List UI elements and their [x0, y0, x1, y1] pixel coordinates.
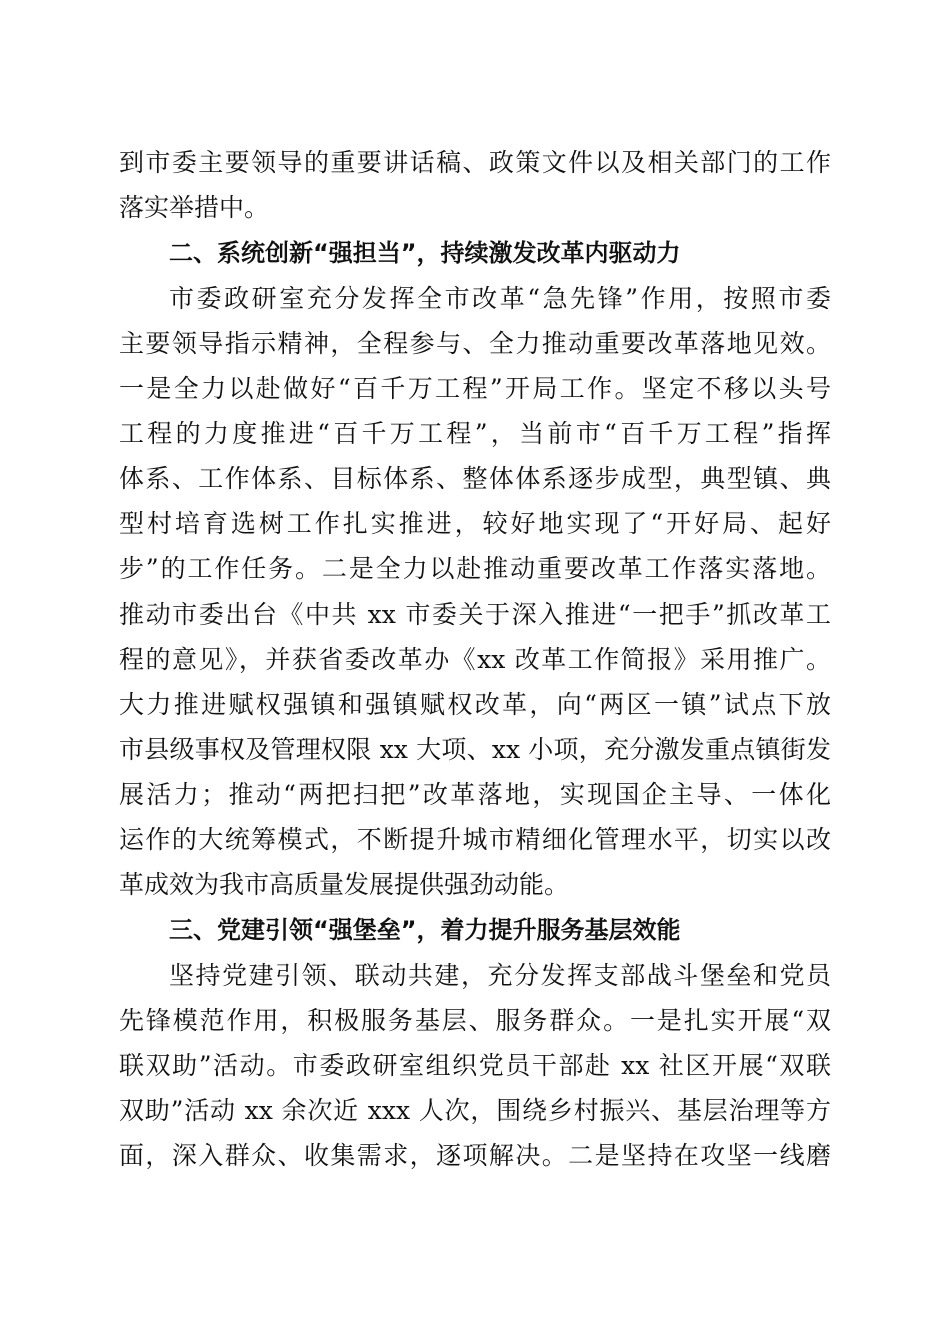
text-line: 推动市委出台《中共 xx 市委关于深入推进“一把手”抓改革工: [119, 600, 831, 629]
text-line: 运作的大统筹模式，不断提升城市精细化管理水平，切实以改: [119, 825, 831, 854]
text-line: 先锋模范作用，积极服务基层、服务群众。一是扎实开展“双: [119, 1006, 831, 1035]
text-line: 大力推进赋权强镇和强镇赋权改革，向“两区一镇”试点下放: [119, 690, 831, 719]
text-line: 主要领导指示精神，全程参与、全力推动重要改革落地见效。: [119, 329, 831, 358]
text-line: 落实举措中。: [119, 193, 270, 222]
text-line: 双助”活动 xx 余次近 xxx 人次，围绕乡村振兴、基层治理等方: [119, 1096, 831, 1125]
text-line: 联双助”活动。市委政研室组织党员干部赴 xx 社区开展“双联: [119, 1051, 831, 1080]
text-line: 革成效为我市高质量发展提供强劲动能。: [119, 870, 570, 899]
text-line: 步”的工作任务。二是全力以赴推动重要改革工作落实落地。: [119, 554, 831, 583]
text-line: 工程的力度推进“百千万工程”，当前市“百千万工程”指挥: [119, 419, 831, 448]
text-line: 到市委主要领导的重要讲话稿、政策文件以及相关部门的工作: [119, 148, 831, 177]
text-line: 市委政研室充分发挥全市改革“急先锋”作用，按照市委: [169, 284, 831, 313]
text-line: 程的意见》，并获省委改革办《xx 改革工作简报》采用推广。: [119, 645, 831, 674]
text-line: 展活力；推动“两把扫把”改革落地，实现国企主导、一体化: [119, 780, 831, 809]
text-line: 一是全力以赴做好“百千万工程”开局工作。坚定不移以头号: [119, 374, 831, 403]
section-heading: 二、系统创新“强担当”，持续激发改革内驱动力: [169, 239, 681, 267]
text-line: 市县级事权及管理权限 xx 大项、xx 小项，充分激发重点镇街发: [119, 735, 831, 764]
section-heading: 三、党建引领“强堡垒”，着力提升服务基层效能: [169, 916, 681, 944]
text-line: 体系、工作体系、目标体系、整体体系逐步成型，典型镇、典: [119, 464, 831, 493]
text-line: 面，深入群众、收集需求，逐项解决。二是坚持在攻坚一线磨: [119, 1141, 831, 1170]
text-line: 型村培育选树工作扎实推进，较好地实现了“开好局、起好: [119, 509, 831, 538]
text-line: 坚持党建引领、联动共建，充分发挥支部战斗堡垒和党员: [169, 961, 831, 990]
